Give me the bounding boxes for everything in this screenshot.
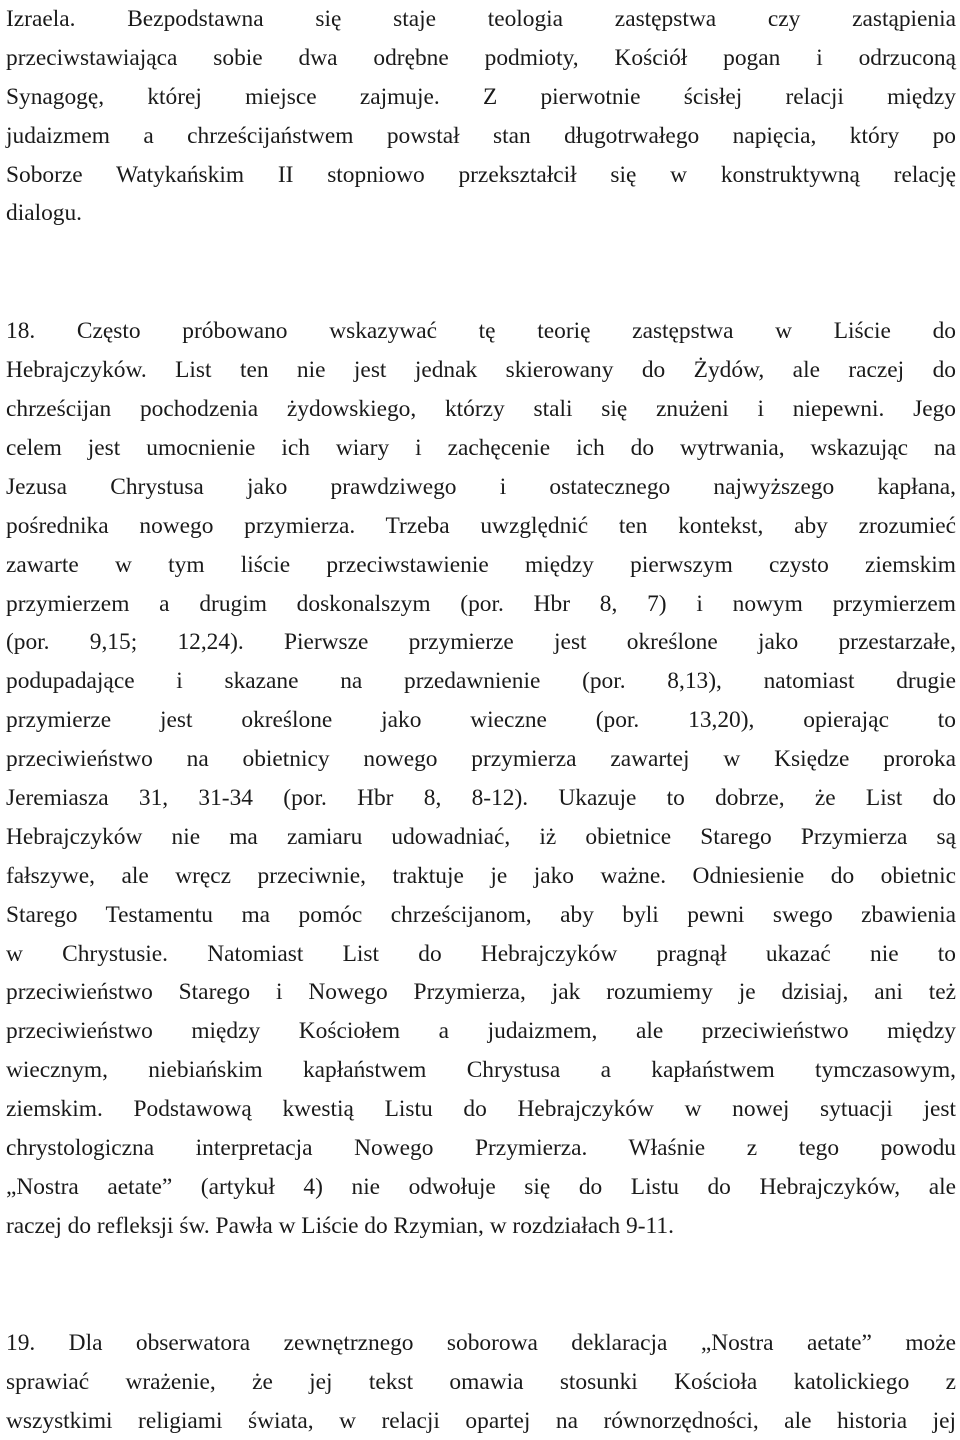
text-line: pośrednika nowego przymierza. Trzeba uwzględnić ten kontekst, aby zrozumieć (6, 512, 956, 539)
text-line: przeciwstawiająca sobie dwa odrębne podmioty, Kościół pogan i odrzuconą (6, 44, 956, 71)
text-line: Izraela. Bezpodstawna się staje teologia zastępstwa czy zastąpienia (6, 6, 956, 32)
text-line: ziemskim. Podstawową kwestią Listu do Hebrajczyków w nowej sytuacji jest (6, 1096, 956, 1123)
text-line: przeciwieństwo między Kościołem a judaizmem, ale przeciwieństwo między (6, 1018, 956, 1045)
text-line: chrześcijan pochodzenia żydowskiego, którzy stali się znużeni i niepewni. Jego (6, 396, 956, 423)
text-line: celem jest umocnienie ich wiary i zachęcenie ich do wytrwania, wskazując na (6, 435, 956, 462)
paragraph-spacer (6, 1246, 956, 1324)
text-line: w Chrystusie. Natomiast List do Hebrajczyków pragnął ukazać nie to (6, 940, 956, 967)
document-page (6, 0, 956, 1440)
text-line: dialogu. (6, 200, 83, 227)
paragraph-spacer (6, 233, 956, 312)
text-line: zawarte w tym liście przeciwstawienie między pierwszym czysto ziemskim (6, 551, 956, 578)
text-line: fałszywe, ale wręcz przeciwnie, traktuje je jako ważne. Odniesienie do obietnic (6, 862, 956, 889)
text-line: 18. Często próbowano wskazywać tę teorię zastępstwa w Liście do (6, 318, 956, 345)
text-line: judaizmem a chrześcijaństwem powstał stan długotrwałego napięcia, który po (6, 122, 956, 149)
text-line: 19. Dla obserwatora zewnętrznego soborowa deklaracja „Nostra aetate” może (6, 1329, 956, 1356)
text-line: przymierze jest określone jako wieczne (por. 13,20), opierając to (6, 707, 956, 734)
paragraph-18 (6, 312, 956, 1245)
text-line: Jeremiasza 31, 31-34 (por. Hbr 8, 8-12). Ukazuje to dobrze, że List do (6, 785, 956, 812)
text-line: przeciwieństwo na obietnicy nowego przymierza zawartej w Księdze proroka (6, 746, 956, 773)
text-line: Hebrajczyków. List ten nie jest jednak skierowany do Żydów, ale raczej do (6, 357, 956, 384)
text-line: wszystkimi religiami świata, w relacji opartej na równorzędności, ale historia jej (6, 1407, 956, 1434)
text-line: podupadające i skazane na przedawnienie (por. 8,13), natomiast drugie (6, 668, 956, 695)
text-line: przeciwieństwo Starego i Nowego Przymierza, jak rozumiemy je dzisiaj, ani też (6, 979, 956, 1006)
text-line: przymierzem a drugim doskonalszym (por. Hbr 8, 7) i nowym przymierzem (6, 590, 956, 617)
text-line: chrystologiczna interpretacja Nowego Przymierza. Właśnie z tego powodu (6, 1135, 956, 1162)
text-line: Soborze Watykańskim II stopniowo przekształcił się w konstruktywną relację (6, 161, 956, 188)
text-line: Jezusa Chrystusa jako prawdziwego i ostatecznego najwyższego kapłana, (6, 473, 956, 500)
text-line: raczej do refleksji św. Pawła w Liście do Rzymian, w rozdziałach 9-11. (6, 1212, 674, 1239)
text-line: Starego Testamentu ma pomóc chrześcijanom, aby byli pewni swego zbawienia (6, 901, 956, 928)
text-line: (por. 9,15; 12,24). Pierwsze przymierze jest określone jako przestarzałe, (6, 629, 956, 656)
text-line: Hebrajczyków nie ma zamiaru udowadniać, iż obietnice Starego Przymierza są (6, 823, 956, 850)
text-line: „Nostra aetate” (artykuł 4) nie odwołuje się do Listu do Hebrajczyków, ale (6, 1173, 956, 1200)
text-line: sprawiać wrażenie, że jej tekst omawia stosunki Kościoła katolickiego z (6, 1368, 956, 1395)
paragraph-continued (6, 0, 956, 233)
paragraph-19 (6, 1324, 956, 1440)
text-line: Synagogę, której miejsce zajmuje. Z pierwotnie ścisłej relacji między (6, 83, 956, 110)
text-line: wiecznym, niebiańskim kapłaństwem Chrystusa a kapłaństwem tymczasowym, (6, 1057, 956, 1084)
